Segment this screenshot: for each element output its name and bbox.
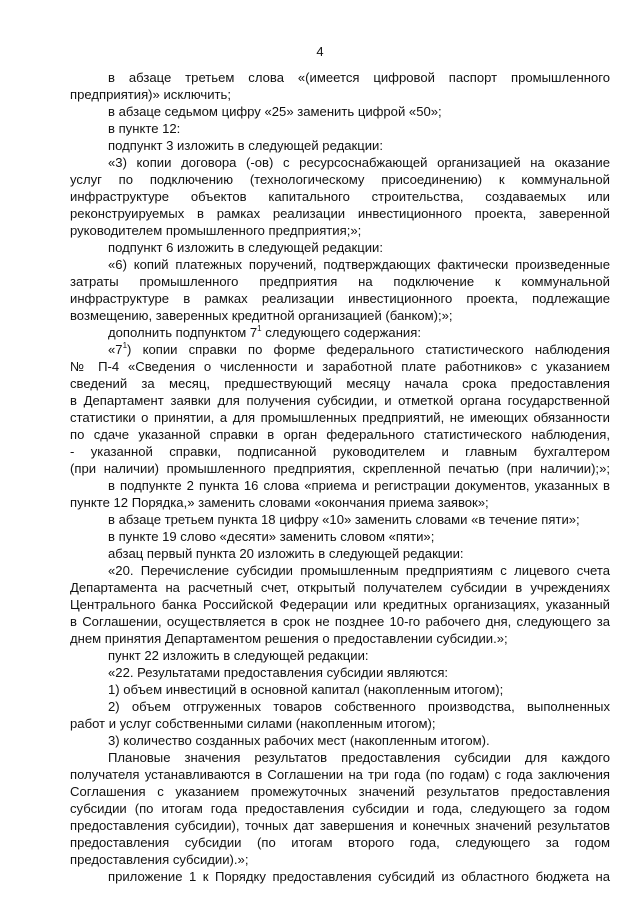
superscript: 1 [257,324,262,333]
text-segment: «6) копий платежных поручений, подтверждающих фактически произведенные [108,257,610,272]
text-segment: «7 [108,342,123,357]
text-line [70,308,610,324]
text-line [70,716,610,732]
text-line [108,257,610,273]
text-line [108,563,610,579]
text-segment: абзац первый пункта 20 изложить в следующей редакции: [108,546,464,561]
text-segment: в пункте 19 слово «десяти» заменить словом «пяти»; [108,529,435,544]
text-line [108,546,610,562]
text-line [108,325,610,341]
text-segment: в Департамент заявки для получения субсидии, и отметкой органа государственной [70,393,610,408]
text-segment: следующего содержания: [261,325,421,340]
text-segment: услуг по подключению (технологическому присоединению) к коммунальной [70,172,610,187]
text-segment: «20. Перечисление субсидии промышленным предприятиям с лицевого счета [108,563,610,578]
text-segment: затраты промышленного предприятия на подключение к коммунальной [70,274,610,289]
text-line [70,818,610,834]
text-segment: Плановые значения результатов предоставления субсидии для каждого [108,750,610,765]
text-line [70,427,610,443]
text-segment: инфраструктуре объектов капитального строительства, создаваемых или [70,189,610,204]
text-line [70,206,610,222]
text-segment: ) копии справки по форме федерального статистического наблюдения [127,342,610,357]
text-segment: в абзаце третьем пункта 18 цифру «10» заменить словами «в течение пяти»; [108,512,580,527]
text-line [70,784,610,800]
page-number: 4 [316,44,324,59]
text-line [108,240,610,256]
text-line [108,648,610,664]
text-line [70,835,610,851]
text-segment: получателя устанавливаются в Соглашении на три года (по годам) с года заключения [70,767,610,782]
text-line [108,70,610,86]
text-segment: инфраструктуре в рамках реализации инвестиционного проекта, подлежащие [70,291,610,306]
text-segment: в Соглашении, осуществляется в срок не позднее 10-го рабочего дня, следующего за [70,614,610,629]
text-line [70,393,610,409]
text-segment: днем принятия Департаментом решения о предоставлении субсидии.»; [70,631,508,646]
text-segment: дополнить подпунктом 7 [108,325,258,340]
text-line [108,155,610,171]
text-line [108,682,610,698]
text-line [70,495,610,511]
text-segment: Соглашения с указанием промежуточных значений результатов предоставления [70,784,610,799]
text-segment: - указанной справки, подписанной руководителем и главным бухгалтером [70,444,610,459]
text-line [108,750,610,766]
text-line [70,631,610,647]
text-segment: 2) объем отгруженных товаров собственного производства, выполненных [108,699,610,714]
text-line [70,274,610,290]
text-segment: Департамента на расчетный счет, открытый получателем субсидии в учреждениях [70,580,610,595]
text-segment: по сдаче указанной справки в орган федерального статистического наблюдения, [70,427,610,442]
text-segment: возмещению, заверенных кредитной организацией (банком);»; [70,308,453,323]
text-line [70,223,610,239]
text-segment: подпункт 3 изложить в следующей редакции: [108,138,383,153]
text-segment: предоставления субсидии), точных дат завершения и конечных значений результатов [70,818,610,833]
text-line [108,104,610,120]
text-segment: в абзаце седьмом цифру «25» заменить цифрой «50»; [108,104,442,119]
text-segment: № П-4 «Сведения о численности и заработной плате работников» с указанием [70,359,610,374]
text-line [70,410,610,426]
text-line [70,767,610,783]
text-segment: «22. Результатами предоставления субсидии являются: [108,665,449,680]
superscript: 1 [122,341,128,350]
text-line [70,461,610,477]
text-line [70,172,610,188]
text-segment: сведений за месяц, предшествующий месяцу начала срока предоставления [70,376,610,391]
text-segment: пункт 22 изложить в следующей редакции: [108,648,369,663]
text-segment: субсидии (по итогам года предоставления субсидии и года, следующего за годом [70,801,610,816]
text-line [70,291,610,307]
text-line [108,869,610,885]
text-line [108,665,610,681]
text-line [70,376,610,392]
text-line [108,121,610,137]
text-segment: пункте 12 Порядка,» заменить словами «окончания приема заявок»; [70,495,489,510]
text-segment: 3) количество созданных рабочих мест (накопленным итогом). [108,733,490,748]
text-segment: Центрального банка Российской Федерации или кредитных организациях, указанный [70,597,610,612]
text-line [70,597,610,613]
text-segment: статистики о принятии, а для промышленных предприятий, не имеющих обязанности [70,410,610,425]
text-segment: руководителем промышленного предприятия;»; [70,223,362,238]
text-segment: предприятия)» исключить; [70,87,231,102]
text-segment: «3) копии договора (-ов) с ресурсоснабжающей организацией на оказание [108,155,610,170]
text-segment: приложение 1 к Порядку предоставления субсидий из областного бюджета на [108,869,610,884]
text-line [70,801,610,817]
text-segment: (при наличии) промышленного предприятия, скрепленной печатью (при наличии);»; [70,461,610,476]
text-segment: 1) объем инвестиций в основной капитал (накопленным итогом); [108,682,504,697]
text-line [70,444,610,460]
text-segment: подпункт 6 изложить в следующей редакции: [108,240,383,255]
text-segment: в абзаце третьем слова «(имеется цифровой паспорт промышленного [108,70,610,85]
text-segment: в пункте 12: [108,121,181,136]
text-line [108,733,610,749]
text-line [108,342,610,358]
text-line [108,138,610,154]
text-line [108,699,610,715]
text-line [70,359,610,375]
text-line [70,614,610,630]
text-line [70,580,610,596]
text-segment: предоставления субсидии).»; [70,852,249,867]
text-segment: в подпункте 2 пункта 16 слова «приема и регистрации документов, указанных в [108,478,610,493]
text-segment: реконструируемых в рамках реализации инвестиционного проекта, заверенной [70,206,610,221]
text-line [108,478,610,494]
text-segment: работ и услуг собственными силами (накопленным итогом); [70,716,436,731]
text-line [70,189,610,205]
text-line [70,852,610,868]
text-line [108,529,610,545]
text-line [108,512,610,528]
text-line [70,87,610,103]
text-segment: предоставления субсидии (по итогам второго года, следующего за годом [70,835,610,850]
